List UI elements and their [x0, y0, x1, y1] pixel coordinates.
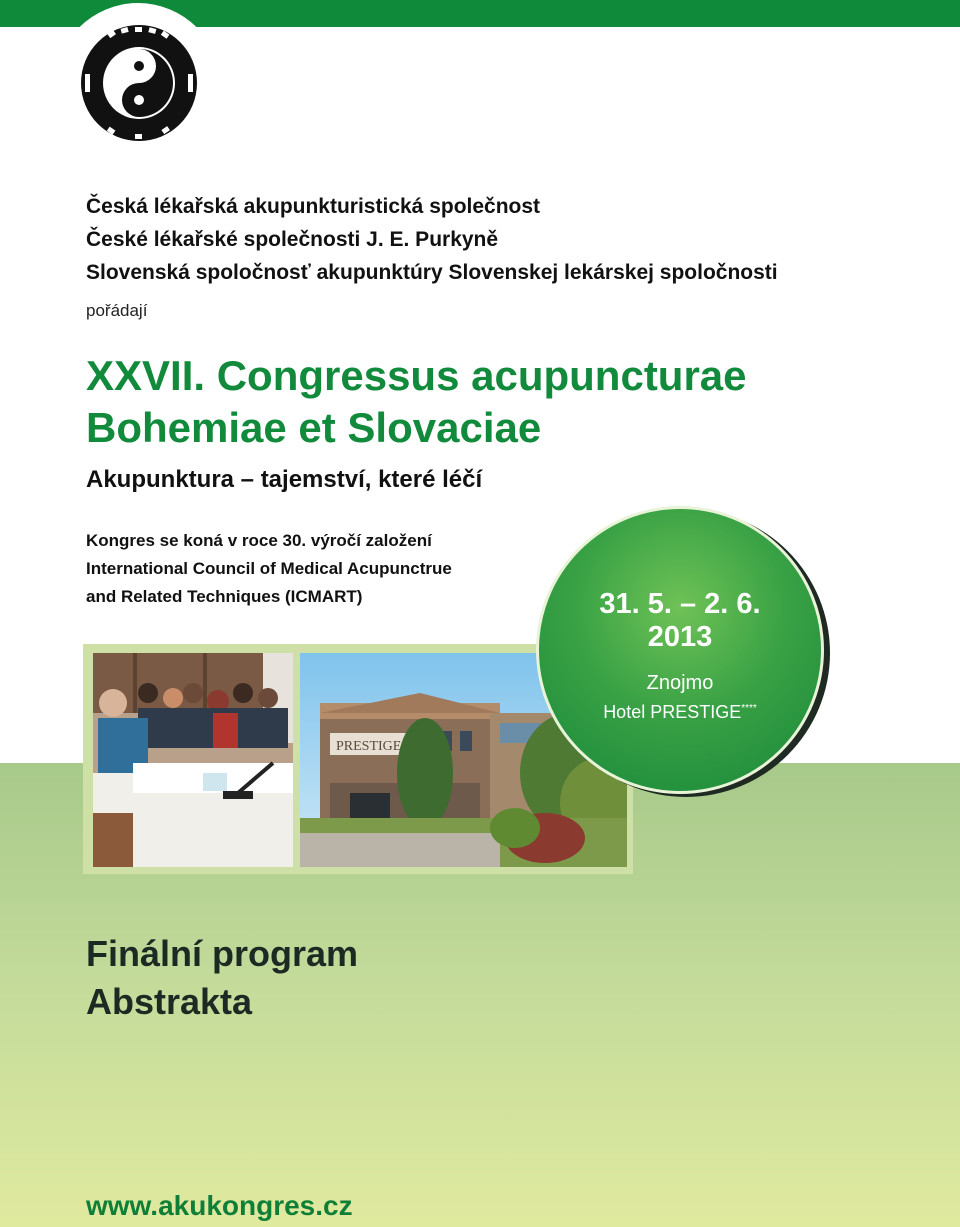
title-line-1: XXVII. Congressus acupuncturae: [86, 352, 747, 399]
event-city: Znojmo: [646, 672, 714, 694]
anniversary-line-1: Kongres se koná v roce 30. výročí založení: [86, 531, 432, 550]
hotel-sign-text: PRESTIGE: [336, 739, 402, 754]
conference-photo: [93, 653, 293, 867]
event-dates: [536, 588, 824, 654]
anniversary-line-2: International Council of Medical Acupunctrue: [86, 559, 452, 578]
congress-title: [86, 350, 747, 454]
event-date-range: 31. 5. – 2. 6.: [599, 588, 761, 620]
organizes-label: pořádají: [86, 301, 148, 320]
event-year: 2013: [647, 621, 713, 653]
program-line-2: Abstrakta: [86, 981, 253, 1022]
yin-yang-seal-icon: [80, 24, 198, 142]
organizer-1: Česká lékařská akupunkturistická společnost: [86, 195, 541, 218]
organizers-list: [86, 190, 778, 289]
event-hotel-name: Hotel PRESTIGE: [603, 702, 742, 722]
congress-subtitle: Akupunktura – tajemství, které léčí: [86, 466, 483, 493]
organizer-3: Slovenská spoločnosť akupunktúry Slovenskej lekárskej spoločnosti: [86, 261, 778, 284]
program-line-1: Finální program: [86, 933, 359, 974]
program-heading: [86, 930, 358, 1026]
event-hotel: [536, 702, 824, 723]
website-link[interactable]: www.akukongres.cz: [86, 1190, 353, 1221]
title-line-2: Bohemiae et Slovaciae: [86, 404, 542, 451]
anniversary-note: [86, 527, 452, 611]
hotel-stars: ****: [741, 703, 757, 714]
anniversary-line-3: and Related Techniques (ICMART): [86, 587, 363, 606]
organizer-2: České lékařské společnosti J. E. Purkyně: [86, 228, 499, 251]
